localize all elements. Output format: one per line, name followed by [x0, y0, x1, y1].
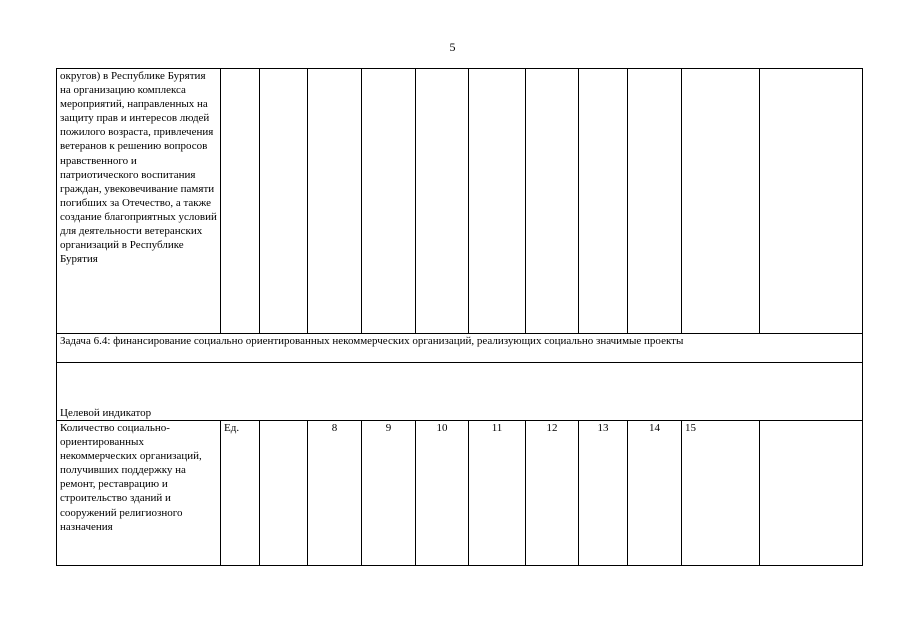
empty-cell [362, 69, 416, 334]
value-cell: 8 [308, 421, 362, 566]
empty-cell [260, 69, 308, 334]
empty-cell [526, 69, 579, 334]
value-cell: 9 [362, 421, 416, 566]
value-cell: 13 [579, 421, 628, 566]
empty-cell [416, 69, 469, 334]
table-row-task [57, 334, 863, 363]
value-cell: 15 [682, 421, 760, 566]
value-cell: 10 [416, 421, 469, 566]
target-indicator-heading: Целевой индикатор [57, 363, 863, 421]
program-table [56, 68, 863, 566]
task-heading: Задача 6.4: финансирование социально ориентированных некоммерческих организаций, реализующих социально значимые проекты [57, 334, 863, 363]
value-cell [260, 421, 308, 566]
continuation-text-cell: округов) в Республике Бурятия на организацию комплекса мероприятий, направленных на защиту прав и интересов людей пожилого возраста, привлечения ветеранов к решению вопросов нравственного и патриотического воспитания граждан, увековечивание памяти погибших за Отечество, а также создание благоприятных условий для деятельности ветеранских организаций в Республике Бурятия [57, 69, 221, 334]
unit-cell: Ед. [221, 421, 260, 566]
page-number: 5 [449, 40, 456, 54]
value-cell: 14 [628, 421, 682, 566]
empty-cell [469, 69, 526, 334]
empty-cell [760, 69, 863, 334]
empty-cell [221, 69, 260, 334]
empty-cell [579, 69, 628, 334]
indicator-name-cell: Количество социально-ориентированных некоммерческих организаций, получивших поддержку на ремонт, реставрацию и строительство зданий и сооружений религиозного назначения [57, 421, 221, 566]
empty-cell [682, 69, 760, 334]
table-row-continuation [57, 69, 863, 334]
value-cell [760, 421, 863, 566]
table-row-target [57, 363, 863, 421]
empty-cell [308, 69, 362, 334]
empty-cell [628, 69, 682, 334]
value-cell: 11 [469, 421, 526, 566]
value-cell: 12 [526, 421, 579, 566]
table-row-indicator [57, 421, 863, 566]
